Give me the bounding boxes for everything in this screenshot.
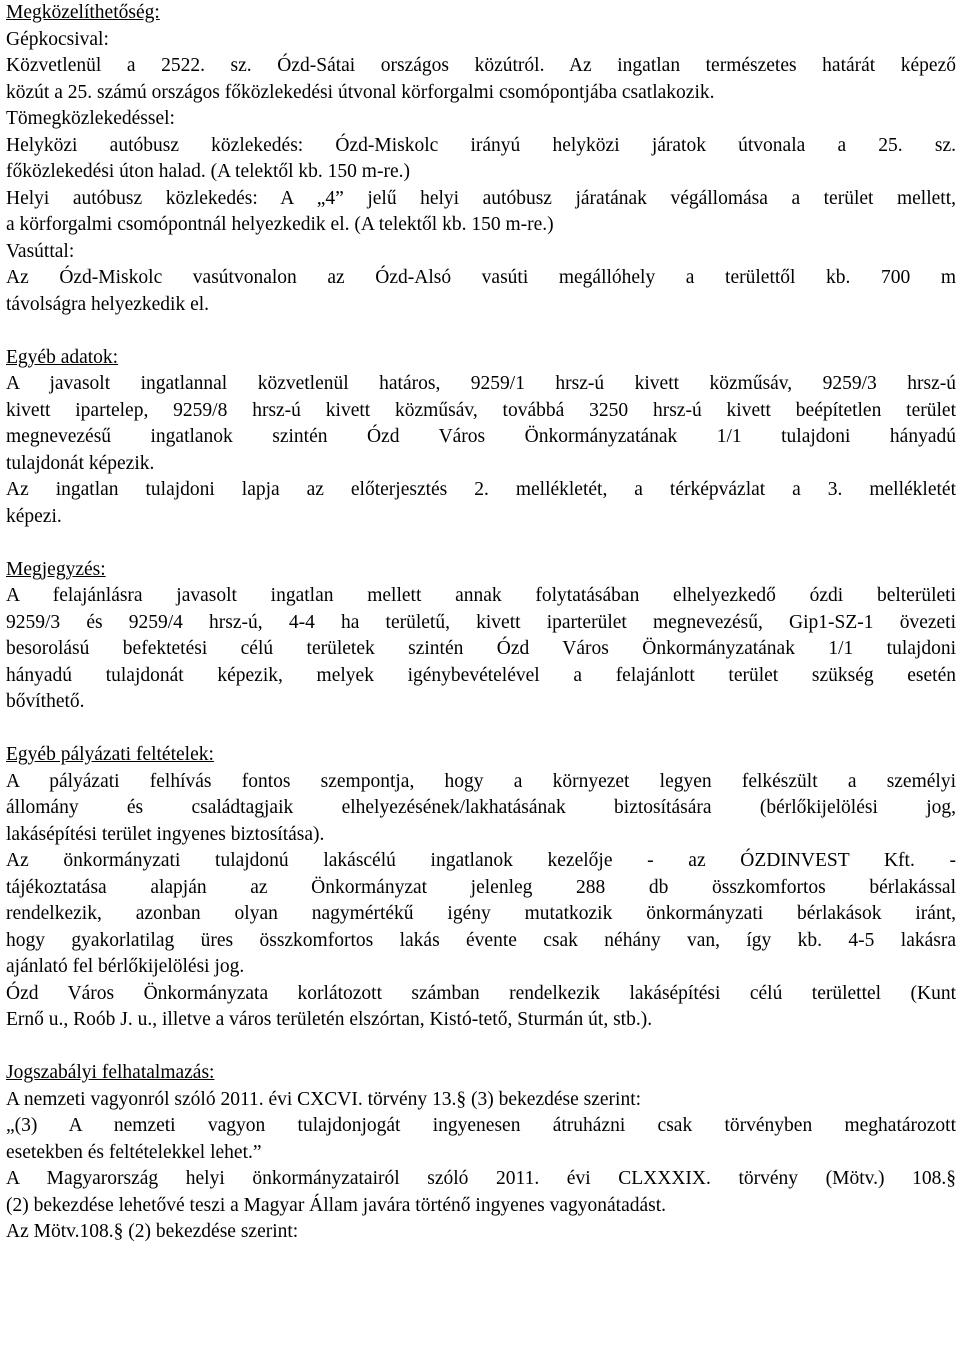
document-page xyxy=(6,0,956,1246)
conditions-line: rendelkezik, azonban olyan nagymértékű igény mutatkozik önkormányzati bérlakások iránt, xyxy=(6,903,956,924)
other-data-line: tulajdonát képezik. xyxy=(6,452,155,474)
other-data-section xyxy=(6,345,956,531)
conditions-line: Az önkormányzati tulajdonú lakáscélú ingatlanok kezelője - az ÓZDINVEST Kft. - xyxy=(6,850,956,871)
note-line: bővíthető. xyxy=(6,691,85,712)
conditions-line: Ernő u., Roób J. u., illetve a város területén elszórtan, Kistó-tető, Sturmán út, stb.). xyxy=(6,1009,653,1030)
note-line: hányadú tulajdonát képezik, melyek igénybevételével a felajánlott terület szükség esetén xyxy=(6,664,956,686)
legal-line: „(3) A nemzeti vagyon tulajdonjogát ingyenesen átruházni csak törvényben meghatározott xyxy=(6,1115,956,1136)
legal-line: (2) bekezdése lehetővé teszi a Magyar Állam javára történő ingyenes vagyonátadást. xyxy=(6,1194,667,1216)
spacer xyxy=(6,530,956,557)
legal-heading: Jogszabályi felhatalmazás: xyxy=(6,1062,215,1083)
conditions-heading: Egyéb pályázati feltételek: xyxy=(6,744,214,765)
conditions-line: Ózd Város Önkormányzata korlátozott számban rendelkezik lakásépítési célú területtel (Kunt xyxy=(6,982,956,1004)
spacer xyxy=(6,1034,956,1061)
note-section xyxy=(6,557,956,716)
conditions-line: hogy gyakorlatilag üres összkomfortos lakás évente csak néhány van, így kb. 4-5 lakásra xyxy=(6,929,956,951)
note-heading: Megjegyzés: xyxy=(6,558,106,580)
spacer xyxy=(6,318,956,345)
legal-line: Az Mötv.108.§ (2) bekezdése szerint: xyxy=(6,1221,299,1242)
public-transport-text-line: Helyi autóbusz közlekedés: A „4” jelű helyi autóbusz járatának végállomása a terület mellett, xyxy=(6,187,956,209)
conditions-line: tájékoztatása alapján az Önkormányzat jelenleg 288 db összkomfortos bérlakással xyxy=(6,876,956,898)
legal-line: A nemzeti vagyonról szóló 2011. évi CXCVI. törvény 13.§ (3) bekezdése szerint: xyxy=(6,1088,642,1110)
car-text-line: közút a 25. számú országos főközlekedési útvonal körforgalmi csomópontjába csatlakozik. xyxy=(6,81,715,103)
rail-subheading: Vasúttal: xyxy=(6,240,75,262)
note-line: 9259/3 és 9259/4 hrsz-ú, 4-4 ha területű, kivett iparterület megnevezésű, Gip1-SZ-1 övezeti xyxy=(6,611,956,633)
other-data-line: megnevezésű ingatlanok szintén Ózd Város Önkormányzatának 1/1 tulajdoni hányadú xyxy=(6,426,956,447)
conditions-line: állomány és családtagjaik elhelyezésének/lakhatásának biztosítására (bérlőkijelölési jog, xyxy=(6,797,956,818)
legal-line: A Magyarország helyi önkormányzatairól szóló 2011. évi CLXXXIX. törvény (Mötv.) 108.§ xyxy=(6,1168,956,1189)
car-subheading: Gépkocsival: xyxy=(6,28,109,50)
car-text-line: Közvetlenül a 2522. sz. Ózd-Sátai országos közútról. Az ingatlan természetes határát képező xyxy=(6,55,956,76)
conditions-section xyxy=(6,742,956,1034)
conditions-line: lakásépítési terület ingyenes biztosítása). xyxy=(6,823,325,845)
public-transport-text-line: a körforgalmi csomópontnál helyezkedik el. (A telektől kb. 150 m-re.) xyxy=(6,214,554,235)
rail-text-line: Az Ózd-Miskolc vasútvonalon az Ózd-Alsó vasúti megállóhely a területtől kb. 700 m xyxy=(6,267,956,288)
other-data-line: képezi. xyxy=(6,505,62,527)
legal-line: esetekben és feltételekkel lehet.” xyxy=(6,1141,262,1163)
note-line: besorolású befektetési célú területek szintén Ózd Város Önkormányzatának 1/1 tulajdoni xyxy=(6,638,956,659)
conditions-line: A pályázati felhívás fontos szempontja, hogy a környezet legyen felkészült a személyi xyxy=(6,770,956,792)
conditions-line: ajánlató fel bérlőkijelölési jog. xyxy=(6,956,245,977)
spacer xyxy=(6,716,956,743)
public-transport-text-line: Helyközi autóbusz közlekedés: Ózd-Miskolc irányú helyközi járatok útvonala a 25. sz. xyxy=(6,134,956,156)
legal-section xyxy=(6,1060,956,1246)
note-line: A felajánlásra javasolt ingatlan mellett annak folytatásában elhelyezkedő ózdi belterületi xyxy=(6,585,956,606)
other-data-line: kivett ipartelep, 9259/8 hrsz-ú kivett közműsáv, továbbá 3250 hrsz-ú kivett beépítetlen terület xyxy=(6,399,956,421)
access-section xyxy=(6,0,956,318)
rail-text-line: távolságra helyezkedik el. xyxy=(6,293,210,315)
access-heading: Megközelíthetőség: xyxy=(6,2,160,23)
public-transport-subheading: Tömegközlekedéssel: xyxy=(6,108,175,129)
other-data-heading: Egyéb adatok: xyxy=(6,346,119,368)
other-data-line: Az ingatlan tulajdoni lapja az előterjesztés 2. mellékletét, a térképvázlat a 3. mellékletét xyxy=(6,479,956,500)
public-transport-text-line: főközlekedési úton halad. (A telektől kb. 150 m-re.) xyxy=(6,161,410,182)
other-data-line: A javasolt ingatlannal közvetlenül határos, 9259/1 hrsz-ú kivett közműsáv, 9259/3 hrsz-ú xyxy=(6,373,956,394)
